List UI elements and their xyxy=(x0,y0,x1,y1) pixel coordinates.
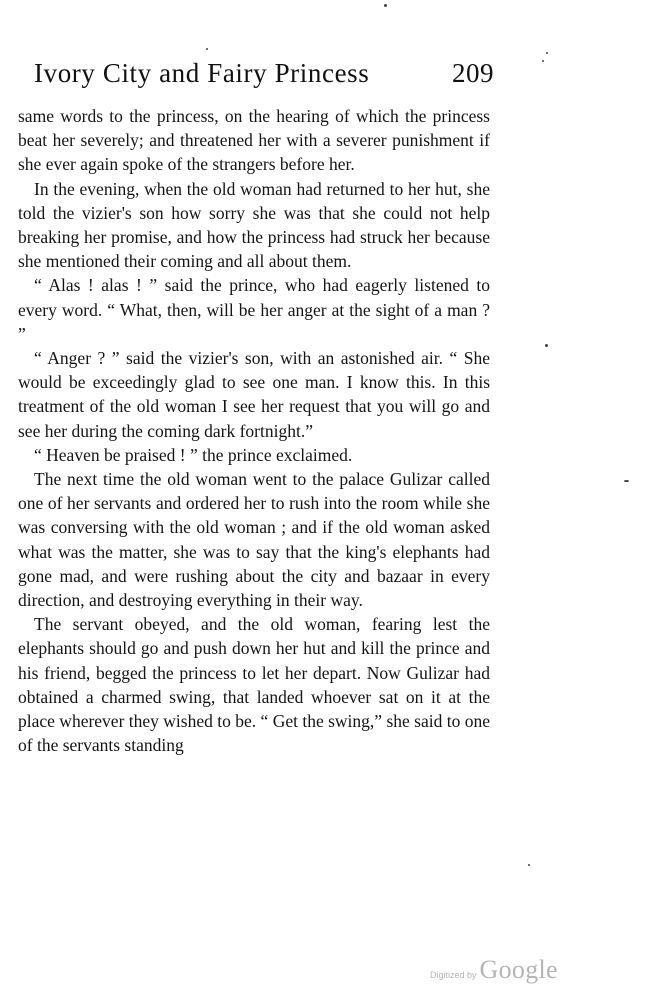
digitized-by-watermark xyxy=(430,955,558,985)
scan-speck xyxy=(384,4,387,7)
scan-speck xyxy=(545,344,548,347)
paragraph: “ Alas ! alas ! ” said the prince, who had eagerly listened to every word. “ What, then, will be her anger at the sight of a man ? ” xyxy=(18,275,490,344)
google-logo: Google xyxy=(479,955,558,984)
scan-speck xyxy=(528,864,530,866)
paragraph: The servant obeyed, and the old woman, fearing lest the elephants should go and push down her hut and kill the prince and his friend, begged the princess to let her depart. Now Gulizar had obtained a charmed swing, that landed whoever sat on it at the place wherever they wished to be. “ Get the swing,” she said to one of the servants standing xyxy=(18,614,490,756)
paragraph: same words to the princess, on the hearing of which the princess beat her severely; and threatened her with a severer punishment if she ever again spoke of the strangers before her. xyxy=(18,106,490,175)
paragraph: “ Heaven be praised ! ” the prince exclaimed. xyxy=(34,444,353,465)
scan-speck xyxy=(624,480,629,482)
page-number: 209 xyxy=(452,58,494,88)
running-header xyxy=(34,58,494,89)
paragraph: The next time the old woman went to the palace Gulizar called one of her servants and ordered her to rush into the room while she was conversing with the old woman ; and if the old woman asked what was the matter, she was to say that the king's elephants had gone mad, and were rushing about the city and bazaar in every direction, and destroying everything in their way. xyxy=(18,469,490,611)
scan-speck xyxy=(542,60,544,62)
scan-speck xyxy=(546,52,548,54)
running-title: Ivory City and Fairy Princess xyxy=(34,58,370,88)
watermark-prefix: Digitized by xyxy=(430,970,477,980)
paragraph: “ Anger ? ” said the vizier's son, with an astonished air. “ She would be exceedingly glad to see one man. I know this. In this treatment of the old woman I see her request that you will go and see her during the coming dark fortnight.” xyxy=(18,348,490,441)
paragraph: In the evening, when the old woman had returned to her hut, she told the vizier's son how sorry she was that she could not help breaking her promise, and how the princess had struck her because she mentioned their coming and all about them. xyxy=(18,178,490,272)
body-text xyxy=(18,104,490,757)
scan-speck xyxy=(206,48,208,50)
